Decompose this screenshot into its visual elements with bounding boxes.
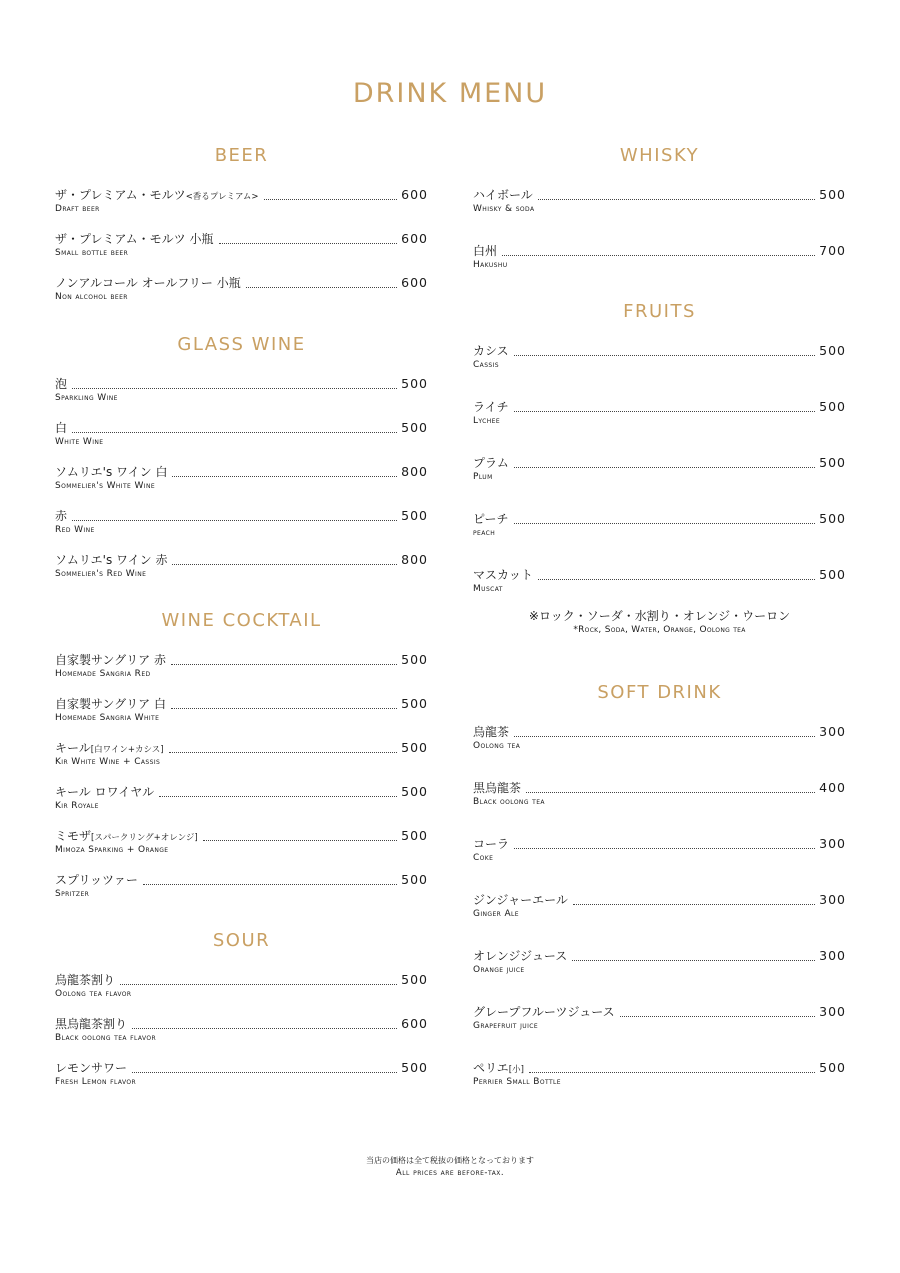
dot-leader — [529, 1071, 815, 1073]
item-name-jp: プラム — [473, 456, 509, 470]
item-name-jp: ジンジャーエール — [473, 893, 568, 907]
dot-leader — [171, 663, 397, 665]
item-price: 500 — [819, 399, 846, 414]
item-name-jp: 赤 — [55, 509, 68, 523]
item-name-en: Non alcohol beer — [55, 292, 128, 302]
item-price: 500 — [819, 511, 846, 526]
item-name-en: Hakushu — [473, 260, 508, 270]
item-name-jp: 黒烏龍茶 — [473, 781, 522, 795]
menu-item — [55, 231, 428, 261]
dot-leader — [246, 286, 397, 288]
menu-item — [473, 343, 846, 373]
footer — [0, 1155, 900, 1179]
item-name-jp: 自家製サングリア 赤 — [55, 653, 166, 667]
item-name-jp: レモンサワー — [55, 1061, 128, 1075]
menu-item — [55, 652, 428, 682]
item-name-jp: グレープフルーツジュース — [473, 1005, 615, 1019]
menu-item — [473, 455, 846, 485]
dot-leader — [573, 903, 815, 905]
menu-item — [55, 464, 428, 494]
section-title: FRUITS — [623, 301, 696, 322]
menu-item — [55, 784, 428, 814]
item-name-en: White Wine — [55, 437, 104, 447]
section-fruits — [473, 301, 846, 594]
dot-leader — [219, 242, 398, 244]
item-name-jp: 烏龍茶 — [473, 725, 510, 739]
dot-leader — [72, 519, 397, 521]
menu-item — [55, 828, 428, 858]
item-name-en: Kir Royale — [55, 801, 99, 811]
dot-leader — [72, 387, 397, 389]
item-price: 500 — [401, 784, 428, 799]
dot-leader — [203, 839, 397, 841]
item-name-jp: 自家製サングリア 白 — [55, 697, 166, 711]
menu-item — [473, 892, 846, 922]
item-name-en: Spritzer — [55, 889, 90, 899]
dot-leader — [514, 847, 815, 849]
dot-leader — [514, 466, 815, 468]
item-name-jp: ソムリエ's ワイン 赤 — [55, 553, 168, 567]
dot-leader — [572, 959, 815, 961]
menu-item — [55, 740, 428, 770]
item-name-en: Kir White Wine + Cassis — [55, 757, 161, 767]
item-price: 500 — [401, 828, 428, 843]
item-name-en: Coke — [473, 853, 494, 863]
dot-leader — [132, 1071, 397, 1073]
item-name-jp: 黒烏龍茶割り — [55, 1017, 128, 1031]
item-name-jp: 烏龍茶割り — [55, 973, 116, 987]
item-price: 500 — [401, 1060, 428, 1075]
menu-item — [55, 552, 428, 582]
item-name-en: Plum — [473, 472, 493, 482]
menu-item — [55, 508, 428, 538]
item-name-en: Oolong tea flavor — [55, 989, 132, 999]
item-price: 500 — [401, 420, 428, 435]
item-note: <香るプレミアム> — [185, 192, 259, 202]
section-sour — [55, 930, 428, 1087]
item-price: 600 — [401, 1016, 428, 1031]
menu-item — [473, 511, 846, 541]
dot-leader — [514, 735, 815, 737]
item-name-jp: キール ロワイヤル — [55, 785, 155, 799]
dot-leader — [159, 795, 397, 797]
item-name-en: Small bottle beer — [55, 248, 129, 258]
item-price: 500 — [819, 187, 846, 202]
item-price: 300 — [819, 1004, 846, 1019]
item-name-en: Grapefruit juice — [473, 1021, 539, 1031]
dot-leader — [514, 522, 816, 524]
item-name-jp: キール[白ワイン+カシス] — [55, 741, 164, 755]
section-wine-cocktail — [55, 610, 428, 899]
item-name-en: Sommelier's Red Wine — [55, 569, 147, 579]
item-name-jp: ザ・プレミアム・モルツ 小瓶 — [55, 232, 214, 246]
menu-item — [55, 275, 428, 305]
section-beer — [55, 145, 428, 302]
section-title: BEER — [214, 145, 269, 166]
section-title: SOUR — [212, 930, 271, 951]
section-whisky — [473, 145, 846, 270]
item-name-jp: ノンアルコール オールフリー 小瓶 — [55, 276, 241, 290]
section-title: WHISKY — [619, 145, 700, 166]
dot-leader — [120, 983, 397, 985]
menu-item — [55, 872, 428, 902]
item-price: 300 — [819, 948, 846, 963]
fruits-note-en: *Rock, Soda, Water, Orange, Oolong tea — [573, 625, 746, 635]
item-name-en: Red Wine — [55, 525, 95, 535]
item-name-jp: マスカット — [473, 568, 533, 582]
item-name-en: Mimoza Sparking + Orange — [55, 845, 169, 855]
menu-item — [55, 972, 428, 1002]
item-price: 600 — [401, 231, 428, 246]
dot-leader — [132, 1027, 397, 1029]
menu-title: DRINK MENU — [352, 78, 548, 109]
item-name-jp: 泡 — [55, 377, 68, 391]
item-name-en: Black oolong tea flavor — [55, 1033, 157, 1043]
menu-item — [473, 1060, 846, 1090]
dot-leader — [171, 707, 397, 709]
item-name-en: Draft beer — [55, 204, 100, 214]
item-price: 700 — [819, 243, 846, 258]
menu-item — [55, 420, 428, 450]
item-price: 500 — [819, 343, 846, 358]
item-price: 500 — [401, 972, 428, 987]
item-price: 500 — [401, 872, 428, 887]
item-name-en: Sommelier's White Wine — [55, 481, 156, 491]
item-price: 800 — [401, 552, 428, 567]
item-name-jp: ピーチ — [473, 512, 509, 526]
item-price: 300 — [819, 724, 846, 739]
item-price: 500 — [401, 740, 428, 755]
menu-item — [473, 724, 846, 754]
item-price: 500 — [819, 567, 846, 582]
item-name-jp: カシス — [473, 344, 509, 358]
menu-item — [473, 567, 846, 597]
item-name-jp: オレンジジュース — [473, 949, 568, 963]
menu-item — [473, 187, 846, 217]
item-price: 300 — [819, 836, 846, 851]
item-name-jp: ザ・プレミアム・モルツ<香るプレミアム> — [55, 188, 259, 202]
dot-leader — [538, 198, 815, 200]
section-title: WINE COCKTAIL — [161, 610, 322, 631]
menu-item — [473, 1004, 846, 1034]
section-title: GLASS WINE — [177, 334, 306, 355]
dot-leader — [514, 354, 816, 356]
dot-leader — [264, 198, 398, 200]
footer-tax-note-en: All prices are before-tax. — [395, 1168, 505, 1178]
item-name-jp: ミモザ[スパークリング+オレンジ] — [55, 829, 198, 843]
item-name-en: peach — [473, 528, 496, 538]
item-name-en: Black oolong tea — [473, 797, 545, 807]
section-soft-drink — [473, 682, 846, 1087]
item-note: [小] — [508, 1065, 524, 1075]
item-price: 600 — [401, 187, 428, 202]
menu-item — [55, 376, 428, 406]
item-price: 500 — [819, 1060, 846, 1075]
section-glass-wine — [55, 334, 428, 579]
item-price: 500 — [401, 652, 428, 667]
item-name-jp: コーラ — [473, 837, 510, 851]
dot-leader — [514, 410, 816, 412]
item-price: 500 — [401, 508, 428, 523]
fruits-note — [473, 608, 846, 636]
dot-leader — [538, 578, 815, 580]
item-price: 800 — [401, 464, 428, 479]
item-name-en: Cassis — [473, 360, 499, 370]
item-price: 300 — [819, 892, 846, 907]
menu-item — [473, 780, 846, 810]
item-name-jp: ライチ — [473, 400, 509, 414]
item-name-en: Muscat — [473, 584, 503, 594]
item-price: 500 — [401, 696, 428, 711]
menu-item — [473, 948, 846, 978]
dot-leader — [526, 791, 815, 793]
dot-leader — [172, 475, 397, 477]
item-name-jp: ペリエ[小] — [473, 1061, 524, 1075]
dot-leader — [72, 431, 397, 433]
dot-leader — [502, 254, 815, 256]
menu-item — [55, 1016, 428, 1046]
fruits-note-jp: ※ロック・ソーダ・水割り・オレンジ・ウーロン — [528, 609, 791, 623]
menu-item — [55, 187, 428, 217]
item-name-jp: ソムリエ's ワイン 白 — [55, 465, 168, 479]
item-name-jp: 白 — [55, 421, 68, 435]
item-name-jp: スプリッツァー — [55, 873, 138, 887]
item-name-en: Perrier Small Bottle — [473, 1077, 561, 1087]
section-title: SOFT DRINK — [597, 682, 722, 703]
footer-tax-note-jp: 当店の価格は全て税抜の価格となっております — [366, 1156, 534, 1165]
item-name-jp: ハイボール — [473, 188, 533, 202]
item-price: 400 — [819, 780, 846, 795]
item-name-jp: 白州 — [473, 244, 498, 258]
item-price: 500 — [401, 376, 428, 391]
dot-leader — [169, 751, 398, 753]
menu-item — [55, 1060, 428, 1090]
dot-leader — [172, 563, 397, 565]
dot-leader — [620, 1015, 816, 1017]
item-name-en: Lychee — [473, 416, 501, 426]
item-name-en: Homemade Sangria Red — [55, 669, 151, 679]
item-name-en: Oolong tea — [473, 741, 521, 751]
item-price: 500 — [819, 455, 846, 470]
item-note: [スパークリング+オレンジ] — [91, 833, 198, 843]
menu-item — [55, 696, 428, 726]
item-name-en: Orange juice — [473, 965, 525, 975]
menu-item — [473, 836, 846, 866]
menu-item — [473, 399, 846, 429]
item-name-en: Fresh Lemon flavor — [55, 1077, 137, 1087]
item-name-en: Ginger Ale — [473, 909, 519, 919]
menu-item — [473, 243, 846, 273]
item-name-en: Homemade Sangria White — [55, 713, 160, 723]
dot-leader — [143, 883, 397, 885]
item-note: [白ワイン+カシス] — [90, 745, 164, 755]
item-name-en: Whisky & soda — [473, 204, 535, 214]
item-price: 600 — [401, 275, 428, 290]
item-name-en: Sparkling Wine — [55, 393, 118, 403]
